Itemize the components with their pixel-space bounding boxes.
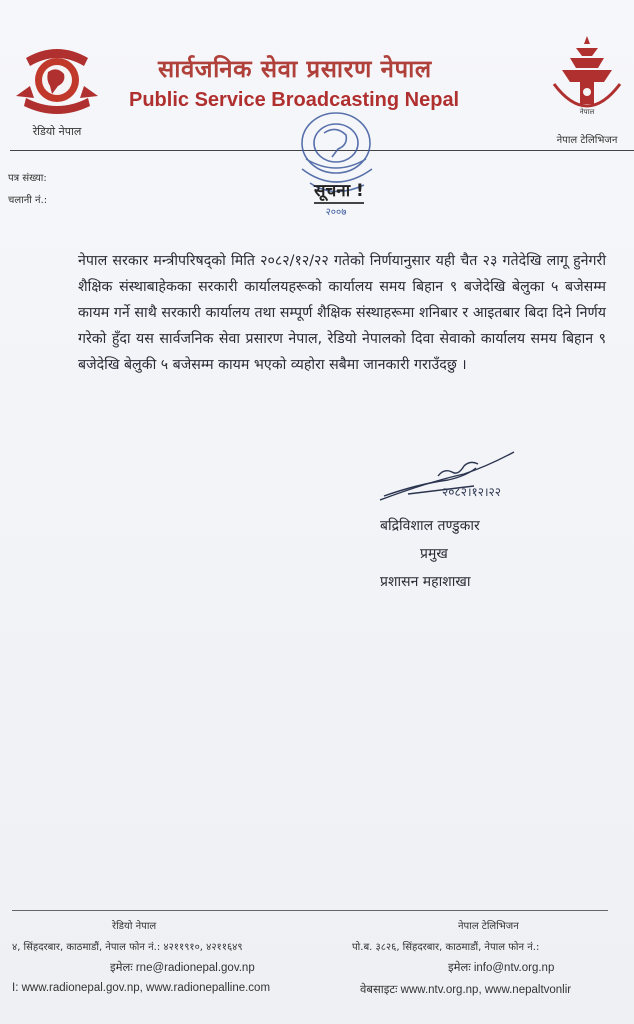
radio-nepal-logo: [12, 36, 102, 139]
radio-nepal-emblem-icon: [12, 36, 102, 122]
stamp-year: २००७: [325, 207, 347, 218]
nepal-television-emblem-icon: [546, 34, 628, 126]
footer-right-email: इमेलः info@ntv.org.np: [448, 962, 555, 974]
right-logo-caption: नेपाल टेलिभिजन: [556, 135, 618, 146]
signatory-department: प्रशासन महाशाखा: [380, 574, 471, 590]
footer-right-address: पो.ब. ३८२६, सिंहदरबार, काठमाडौं, नेपाल फोन नं.:: [352, 942, 540, 953]
footer-left-heading: रेडियो नेपाल: [112, 921, 157, 932]
org-name-english: Public Service Broadcasting Nepal: [129, 89, 460, 111]
signature-scribble-icon: [378, 446, 538, 506]
footer-right-website: वेबसाइटः www.ntv.org.np, www.nepaltvonlir: [360, 984, 572, 996]
signatory-name: बद्रिविशाल तण्डुकार: [380, 518, 480, 534]
dispatch-number-label: चलानी नं.:: [8, 195, 48, 206]
footer-left-address: ४, सिंहदरबार, काठमाडौं, नेपाल फोन नं.: ४२११९१०, ४२११६४९: [12, 942, 243, 953]
notice-body: नेपाल सरकार मन्त्रीपरिषद्को मिति २०८२/१२/२२ गतेको निर्णयानुसार यही चैत २३ गतेदेखि लागू हुनेगरी शैक्षिक संस्थाबाहेकका सरकारी कार्यालयहरूको कार्यालय समय बिहान ९ बजेदेखि बेलुका ५ बजेसम्म कायम गर्ने साथै सरकारी कार्यालय तथा सम्पूर्ण शैक्षिक संस्थाहरूमा शनिबार र आइतबार बिदा दिने निर्णय गरेको हुँदा यस सार्वजनिक सेवा प्रसारण नेपाल, रेडियो नेपालको दिवा सेवाको कार्यालय समय बिहान ९ बजेदेखि बेलुकी ५ बजेसम्म कायम भएको व्यहोरा सबैमा जानकारी गराउँदछु ।: [78, 253, 606, 373]
svg-text:नेपाल: नेपाल: [579, 108, 595, 116]
nepal-television-logo: [546, 34, 628, 146]
left-logo-caption: रेडियो नेपाल: [32, 125, 82, 138]
signatory-title: प्रमुख: [420, 546, 448, 562]
org-name-nepali: सार्वजनिक सेवा प्रसारण नेपाल: [158, 55, 432, 83]
footer-right-heading: नेपाल टेलिभिजन: [458, 921, 519, 932]
footer-divider: [12, 910, 608, 911]
footer-left-email: इमेलः rne@radionepal.gov.np: [110, 962, 255, 974]
signature-date: २०८२।१२।२२: [442, 485, 502, 499]
ref-number-label: पत्र संख्या:: [8, 173, 47, 184]
notice-title: सूचना !: [314, 178, 364, 204]
footer-left-website: I: www.radionepal.gov.np, www.radionepalline.com: [12, 982, 271, 994]
